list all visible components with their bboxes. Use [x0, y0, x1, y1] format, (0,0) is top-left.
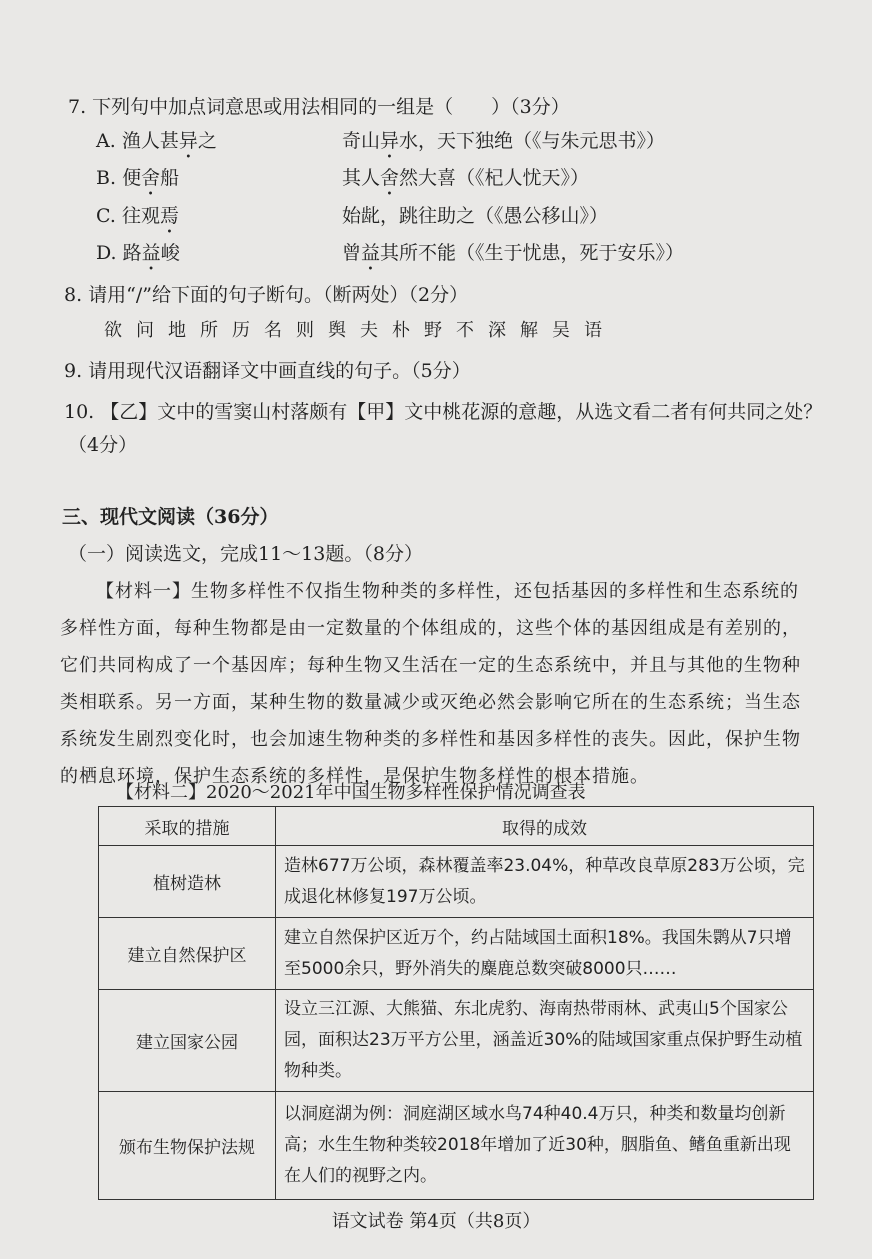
- result-cell: 建立自然保护区近万个，约占陆域国土面积18%。我国朱鹮从7只增至5000余只，野外消失的麋鹿总数突破8000只……: [276, 918, 814, 990]
- q7-option-b: [96, 163, 179, 200]
- table-header-row: [99, 807, 814, 846]
- option-text-post: 峻: [160, 242, 180, 264]
- header-result: 取得的成效: [276, 807, 814, 846]
- option-text-post: 之: [197, 130, 217, 152]
- survey-table: [98, 806, 814, 1200]
- pair-text-post: 然大喜（《杞人忧天》）: [399, 167, 590, 189]
- q7-option-c-pair: [342, 201, 608, 238]
- table-row: [99, 1092, 814, 1200]
- measure-cell: 建立自然保护区: [99, 918, 276, 990]
- material-2-title: 【材料二】2020～2021年中国生物多样性保护情况调查表: [116, 782, 586, 803]
- question-8-sentence: 欲问地所历名则舆夫朴野不深解吴语: [104, 320, 616, 341]
- measure-cell: 颁布生物保护法规: [99, 1092, 276, 1200]
- question-10-line1: 10. 【乙】文中的雪窦山村落颇有【甲】文中桃花源的意趣，从选文看二者有何共同之处？: [64, 401, 823, 423]
- option-letter: B.: [96, 167, 117, 189]
- header-measure: 采取的措施: [99, 807, 276, 846]
- option-text-pre: 路: [122, 242, 142, 264]
- dotted-word: 舍: [141, 167, 161, 189]
- question-10-line2: （4分）: [68, 434, 138, 456]
- option-text-post: 船: [160, 167, 180, 189]
- section-3-title: 三、现代文阅读（36分）: [62, 506, 279, 528]
- question-7-stem: 7. 下列句中加点词意思或用法相同的一组是（ ）（3分）: [68, 96, 570, 118]
- dotted-word: 舍: [380, 167, 400, 189]
- page-footer: 语文试卷 第4页（共8页）: [331, 1211, 541, 1232]
- result-cell: 造林677万公顷，森林覆盖率23.04%，种草改良草原283万公顷，完成退化林修复197万公顷。: [276, 846, 814, 918]
- pair-text-pre: 曾: [342, 242, 362, 264]
- table-row: [99, 990, 814, 1092]
- question-9-stem: 9. 请用现代汉语翻译文中画直线的句子。（5分）: [64, 360, 471, 382]
- q7-option-b-pair: [342, 163, 589, 200]
- q7-option-d: [96, 238, 180, 275]
- option-text-pre: 往观: [121, 205, 160, 227]
- question-8-stem: 8. 请用“/”给下面的句子断句。（断两处）（2分）: [64, 284, 469, 306]
- option-text-pre: 便: [122, 167, 142, 189]
- result-cell: 以洞庭湖为例：洞庭湖区域水鸟74种40.4万只，种类和数量均创新高；水生生物种类较2018年增加了近30种，胭脂鱼、鳍鱼重新出现在人们的视野之内。: [276, 1092, 814, 1200]
- q7-option-a-pair: [342, 126, 665, 163]
- table-row: [99, 918, 814, 990]
- measure-cell: 建立国家公园: [99, 990, 276, 1092]
- section-3-subtitle: （一）阅读选文，完成11～13题。（8分）: [68, 543, 423, 565]
- pair-text-pre: 始龀，跳往助之（《愚公移山》）: [342, 205, 609, 227]
- pair-text-pre: 其人: [342, 167, 381, 189]
- dotted-word: 异: [380, 130, 400, 152]
- option-letter: D.: [96, 242, 117, 264]
- material-1-paragraph: 【材料一】生物多样性不仅指生物种类的多样性，还包括基因的多样性和生态系统的多样性方面，每种生物都是由一定数量的个体组成的，这些个体的基因组成是有差别的，它们共同构成了一个基因库；每种生物又生活在一定的生态系统中，并且与其他的生物种类相联系。另一方面，某种生物的数量减少或灭绝必然会影响它所在的生态系统；当生态系统发生剧烈变化时，也会加速生物种类的多样性和基因多样性的丧失。因此，保护生物的栖息环境，保护生态系统的多样性，是保护生物多样性的根本措施。: [60, 581, 801, 787]
- dotted-word: 益: [361, 242, 381, 264]
- dotted-word: 焉: [159, 205, 179, 227]
- option-text-pre: 渔人甚: [121, 130, 179, 152]
- pair-text-post: 水，天下独绝（《与朱元思书》）: [399, 130, 666, 152]
- q7-option-a: [96, 126, 217, 163]
- option-letter: A.: [96, 130, 116, 152]
- q7-option-c: [96, 201, 179, 238]
- dotted-word: 益: [141, 242, 161, 264]
- pair-text-pre: 奇山: [342, 130, 381, 152]
- option-letter: C.: [96, 205, 116, 227]
- measure-cell: 植树造林: [99, 846, 276, 918]
- table-row: [99, 846, 814, 918]
- pair-text-post: 其所不能（《生于忧患，死于安乐》）: [380, 242, 685, 264]
- q7-option-d-pair: [342, 238, 684, 275]
- result-cell: 设立三江源、大熊猫、东北虎豹、海南热带雨林、武夷山5个国家公园，面积达23万平方公里，涵盖近30%的陆域国家重点保护野生动植物种类。: [276, 990, 814, 1092]
- dotted-word: 异: [178, 130, 198, 152]
